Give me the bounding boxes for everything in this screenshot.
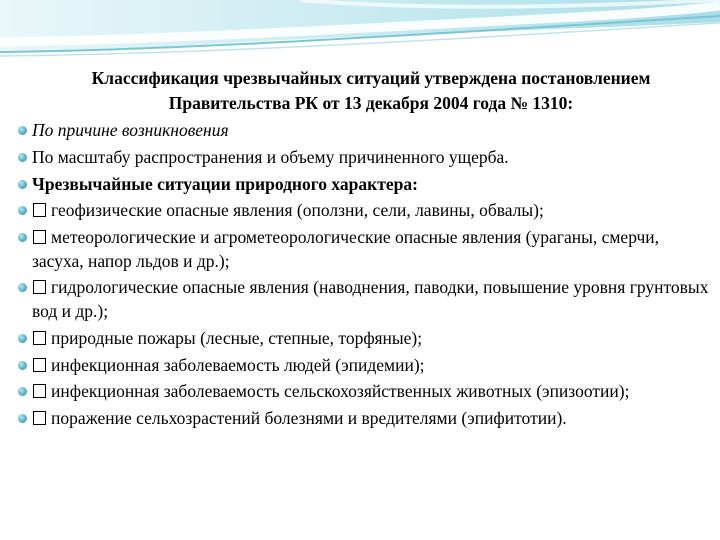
list-item-text: По причине возникновения — [32, 120, 229, 140]
list-item — [18, 119, 712, 143]
list-item-text: инфекционная заболеваемость сельскохозяйственных животных (эпизоотии); — [51, 381, 630, 402]
list-item-text: природные пожары (лесные, степные, торфяные); — [51, 327, 423, 348]
bullet-icon — [18, 414, 27, 423]
slide-title: Классификация чрезвычайных ситуаций утверждена постановлением Правительства РК от 13 декабря 2004 года № 1310: — [91, 68, 651, 113]
list-item-text: гидрологические опасные явления (наводнения, паводки, повышение уровня грунтовых вод и др.); — [32, 277, 709, 321]
list-item-text: поражение сельхозрастений болезнями и вредителями (эпифитотии). — [51, 408, 567, 429]
list-item-text: геофизические опасные явления (оползни, сели, лавины, обвалы); — [51, 200, 544, 221]
list-item — [18, 199, 712, 223]
list-item — [18, 173, 712, 197]
list-item — [18, 354, 712, 378]
list-item-text: метеорологические и агрометеорологические опасные явления (ураганы, смерчи, засуха, напор льдов и др.); — [32, 227, 660, 271]
checkbox-square-icon — [33, 331, 46, 345]
bullet-icon — [18, 283, 27, 292]
list-item-text: По масштабу распространения и объему причиненного ущерба. — [32, 146, 509, 167]
bullet-icon — [18, 180, 27, 189]
bullet-icon — [18, 233, 27, 242]
list-item-text: Чрезвычайные ситуации природного характера: — [32, 173, 418, 194]
list-item — [18, 407, 712, 431]
bullet-list — [18, 119, 712, 431]
checkbox-square-icon — [33, 203, 46, 217]
list-item — [18, 327, 712, 351]
bullet-icon — [18, 334, 27, 343]
bullet-icon — [18, 361, 27, 370]
slide-content — [18, 66, 712, 434]
checkbox-square-icon — [33, 358, 46, 372]
bullet-icon — [18, 206, 27, 215]
list-item-text: инфекционная заболеваемость людей (эпидемии); — [51, 354, 425, 375]
bullet-icon — [18, 153, 27, 162]
list-item — [18, 146, 712, 170]
list-item — [18, 276, 712, 323]
list-item — [18, 380, 712, 404]
checkbox-square-icon — [33, 384, 46, 398]
checkbox-square-icon — [33, 230, 46, 244]
checkbox-square-icon — [33, 411, 46, 425]
bullet-icon — [18, 387, 27, 396]
checkbox-square-icon — [33, 280, 46, 294]
bullet-icon — [18, 126, 27, 135]
decorative-banner — [0, 0, 720, 70]
list-item — [18, 226, 712, 273]
